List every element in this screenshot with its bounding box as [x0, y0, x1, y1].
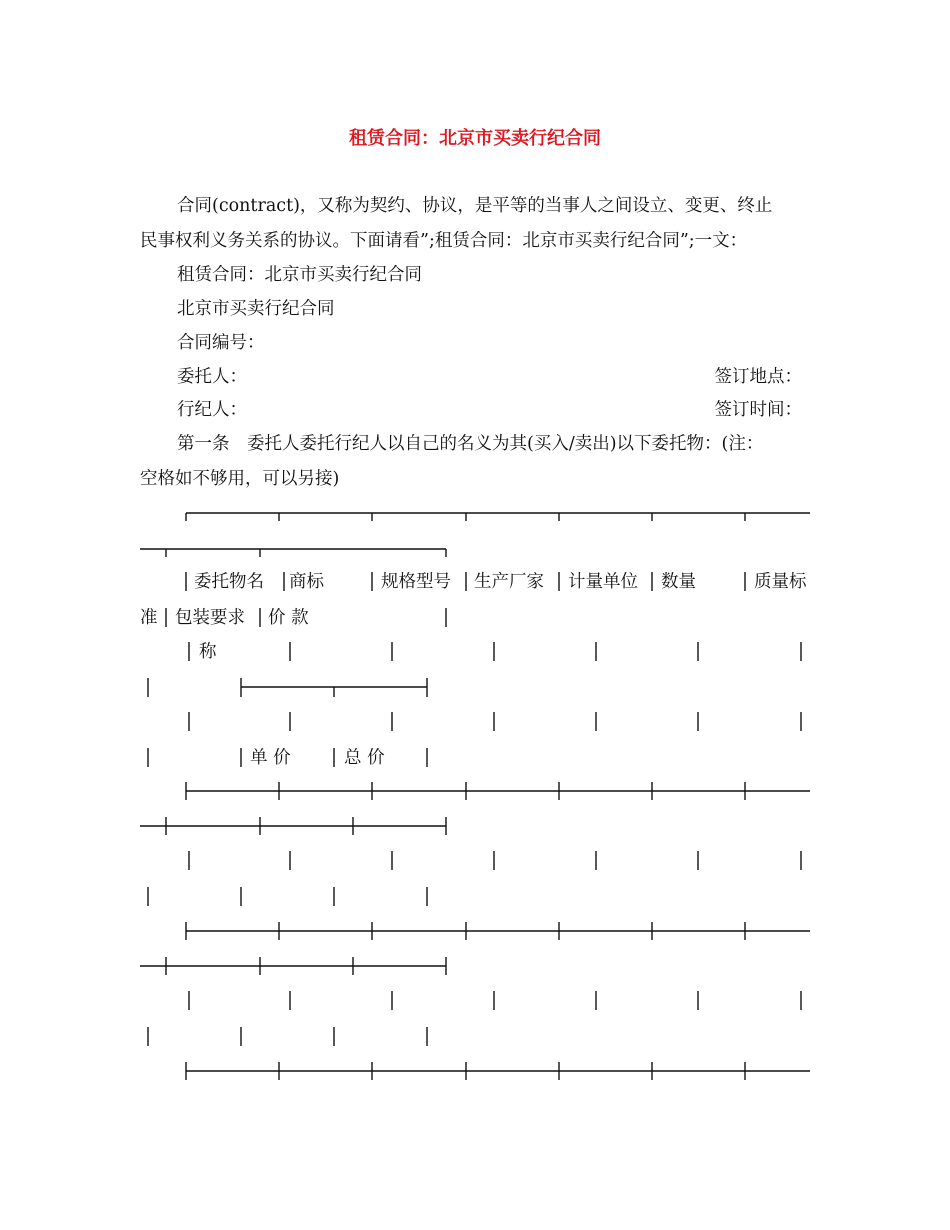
- sign-time-label: 签订时间：: [714, 400, 802, 420]
- header-name-cont: 称: [199, 642, 217, 662]
- article-1-line-1: 第一条 委托人委托行纪人以自己的名义为其(买入/卖出)以下委托物：(注：: [177, 434, 764, 454]
- header-maker: 生产厂家: [474, 572, 544, 592]
- header-unit: 计量单位: [568, 572, 638, 592]
- sign-place-label: 签订地点：: [714, 367, 802, 387]
- header-brand: 商标: [289, 572, 324, 592]
- article-1-line-2: 空格如不够用，可以另接): [140, 469, 340, 489]
- header-name: 委托物名: [194, 572, 264, 592]
- contract-number-label: 合同编号：: [177, 333, 265, 353]
- intro-line-2: 民事权利义务关系的协议。下面请看”;租赁合同：北京市买卖行纪合同”;一文：: [140, 231, 748, 251]
- header-packing: 包装要求: [175, 608, 245, 628]
- principal-label: 委托人：: [177, 367, 247, 387]
- header-qty: 数量: [661, 572, 696, 592]
- header-unit-price: 单 价: [250, 748, 291, 768]
- contract-heading-1: 租赁合同：北京市买卖行纪合同: [177, 265, 422, 285]
- header-quality-cont: 准: [140, 608, 158, 628]
- header-price: 价 款: [268, 608, 309, 628]
- intro-line-1: 合同(contract)，又称为契约、协议，是平等的当事人之间设立、变更、终止: [177, 196, 773, 216]
- document-title: 租赁合同：北京市买卖行纪合同: [349, 128, 601, 149]
- header-spec: 规格型号: [381, 572, 451, 592]
- broker-label: 行纪人：: [177, 400, 247, 420]
- header-total-price: 总 价: [344, 748, 385, 768]
- header-quality: 质量标: [754, 572, 807, 592]
- contract-heading-2: 北京市买卖行纪合同: [177, 299, 335, 319]
